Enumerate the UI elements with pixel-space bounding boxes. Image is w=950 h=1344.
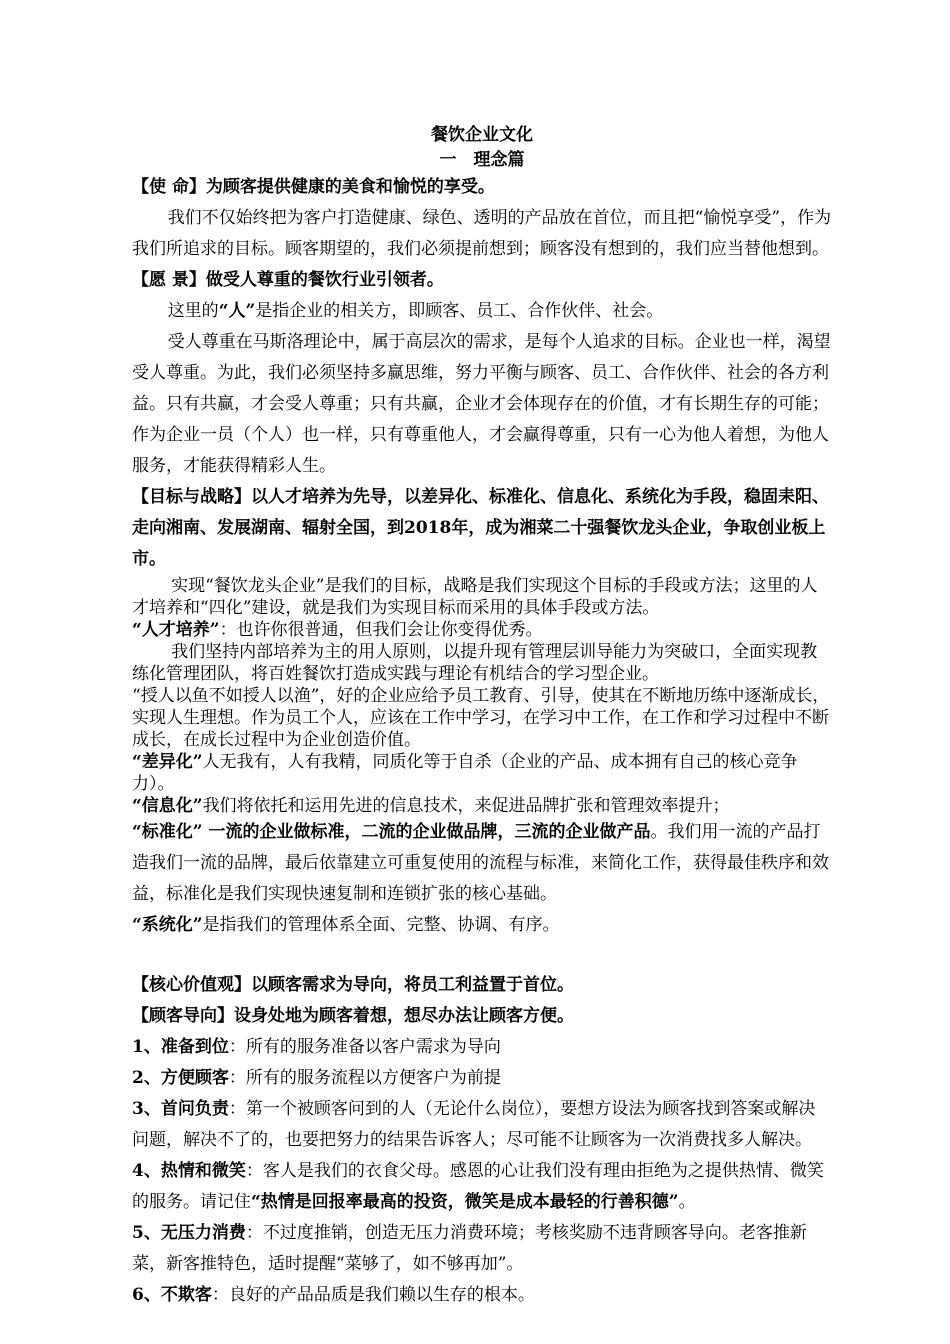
systematization-text: 是指我们的管理体系全面、完整、协调、有序。 bbox=[202, 915, 560, 935]
informatization-line bbox=[132, 795, 832, 817]
mission-heading: 【使 命】为顾客提供健康的美食和愉悦的享受。 bbox=[132, 177, 495, 197]
vision-term: “人” bbox=[218, 301, 256, 321]
value-item-6 bbox=[132, 1280, 832, 1311]
value-item-1 bbox=[132, 1032, 832, 1063]
standardization-term: “标准化” 一流的企业做标准，二流的企业做品牌，三流的企业做产品 bbox=[132, 822, 651, 842]
value-item-text: ：所有的服务流程以方便客户为前提 bbox=[228, 1068, 501, 1088]
value-item-text: ：良好的产品品质是我们赖以生存的根本。 bbox=[211, 1285, 535, 1305]
talent-paragraph-1: 我们坚持内部培养为主的用人原则，以提升现有管理层训导能力为突破口，全面实现教练化管理团队，将百姓餐饮打造成实践与理论有机结合的学习型企业。 bbox=[132, 642, 818, 684]
section-heading: 一 理念篇 bbox=[439, 150, 525, 170]
value-item-4 bbox=[132, 1156, 832, 1218]
value-item-text: ：不过度推销，创造无压力消费环境；考核奖励不违背顾客导向。老客推新菜，新客推特色，适时提醒“菜够了，如不够再加”。 bbox=[132, 1223, 807, 1274]
value-item-quote: “热情是回报率最高的投资，微笑是成本最轻的行善积德” bbox=[251, 1192, 679, 1212]
value-item-label: 6、不欺客 bbox=[132, 1285, 212, 1305]
value-item-text: ：客人是我们的衣食父母。感恩的心让我们没有理由拒绝为之提供热情、微笑的服务。请记住 bbox=[132, 1161, 824, 1212]
vision-paragraph-1 bbox=[132, 296, 832, 327]
standardization-text: 。我们用一流的产品打造我们一流的品牌，最后依靠建立可重复使用的流程与标准，来简化工作，获得最佳秩序和效益，标准化是我们实现快速复制和连锁扩张的核心基础。 bbox=[132, 822, 829, 904]
informatization-text: 我们将依托和运用先进的信息技术，来促进品牌扩张和管理效率提升； bbox=[202, 796, 730, 816]
value-item-label: 4、热情和微笑 bbox=[132, 1161, 246, 1181]
document-body bbox=[132, 122, 832, 1311]
value-item-text: ：所有的服务准备以客户需求为导向 bbox=[228, 1037, 501, 1057]
talent-text: ：也许你很普通，但我们会让你变得优秀。 bbox=[219, 620, 543, 640]
vision-heading: 【愿 景】做受人尊重的餐饮行业引领者。 bbox=[132, 270, 444, 290]
core-values-heading: 【核心价值观】以顾客需求为导向，将员工利益置于首位。 bbox=[132, 975, 574, 995]
document-title: 餐饮企业文化 bbox=[431, 125, 533, 145]
mission-paragraph: 我们不仅始终把为客户打造健康、绿色、透明的产品放在首位，而且把“愉悦享受”，作为我们所追求的目标。顾客期望的，我们必须提前想到；顾客没有想到的，我们应当替他想到。 bbox=[132, 208, 832, 259]
value-item-text: ：第一个被顾客问到的人（无论什么岗位），要想方设法为顾客找到答案或解决问题，解决不了的，也要把努力的结果告诉客人；尽可能不让顾客为一次消费找多人解决。 bbox=[132, 1099, 816, 1150]
informatization-term: “信息化” bbox=[132, 796, 203, 816]
value-item-label: 5、无压力消费 bbox=[132, 1223, 246, 1243]
differentiation-line bbox=[132, 751, 832, 795]
standardization-paragraph bbox=[132, 817, 832, 910]
value-item-label: 3、首问负责 bbox=[132, 1099, 229, 1119]
differentiation-term: “差异化” bbox=[132, 752, 203, 772]
blank-line bbox=[132, 941, 832, 970]
talent-line bbox=[132, 619, 832, 641]
goal-paragraph: 实现“餐饮龙头企业”是我们的目标，战略是我们实现这个目标的手段或方法；这里的人才培养和“四化”建设，就是我们为实现目标而采用的具体手段或方法。 bbox=[132, 576, 818, 618]
customer-orientation-heading: 【顾客导向】设身处地为顾客着想，想尽办法让顾客方便。 bbox=[132, 1006, 574, 1026]
value-item-tail: 。 bbox=[678, 1192, 696, 1212]
value-item-label: 1、准备到位 bbox=[132, 1037, 229, 1057]
systematization-line bbox=[132, 910, 832, 941]
talent-term: “人才培养” bbox=[132, 620, 220, 640]
vision-paragraph-2: 受人尊重在马斯洛理论中，属于高层次的需求，是每个人追求的目标。企业也一样，渴望受人尊重。为此，我们必须坚持多赢思维，努力平衡与顾客、员工、合作伙伴、社会的各方利益。只有共赢，才会受人尊重；只有共赢，企业才会体现存在的价值，才有长期生存的可能；作为企业一员（个人）也一样，只有尊重他人，才会赢得尊重，只有一心为他人着想，为他人服务，才能获得精彩人生。 bbox=[132, 332, 831, 476]
value-item-3 bbox=[132, 1094, 832, 1156]
vision-text-post: 是指企业的相关方，即顾客、员工、合作伙伴、社会。 bbox=[255, 301, 664, 321]
systematization-term: “系统化” bbox=[132, 915, 203, 935]
value-item-2 bbox=[132, 1063, 832, 1094]
differentiation-text: 人无我有，人有我精，同质化等于自杀（企业的产品、成本拥有自己的核心竞争力）。 bbox=[132, 752, 798, 794]
value-item-5 bbox=[132, 1218, 832, 1280]
talent-paragraph-2: “授人以鱼不如授人以渔”，好的企业应给予员工教育、引导，使其在不断地历练中逐渐成长，实现人生理想。作为员工个人，应该在工作中学习，在学习中工作，在工作和学习过程中不断成长，在成长过程中为企业创造价值。 bbox=[132, 686, 830, 750]
vision-text-pre: 这里的 bbox=[167, 301, 219, 321]
goal-heading: 【目标与战略】以人才培养为先导，以差异化、标准化、信息化、系统化为手段，稳固耒阳、走向湘南、发展湖南、辐射全国，到2018年，成为湘菜二十强餐饮龙头企业，争取创业板上市。 bbox=[132, 487, 829, 569]
value-item-label: 2、方便顾客 bbox=[132, 1068, 229, 1088]
